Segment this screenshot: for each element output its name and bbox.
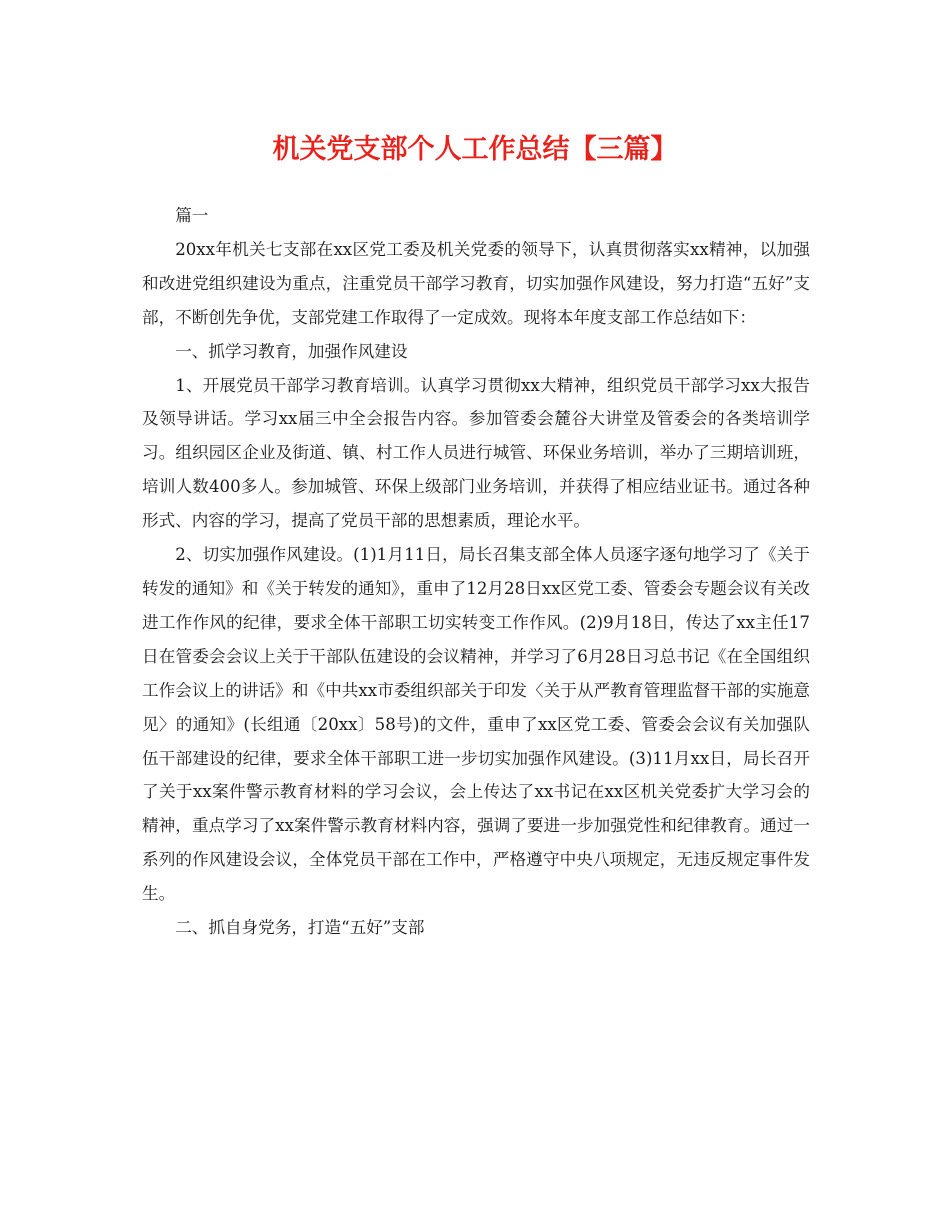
document-title: 机关党支部个人工作总结【三篇】 <box>272 134 678 165</box>
section-heading: 二、抓自身党务，打造“五好”支部 <box>175 918 425 938</box>
intro-paragraph: 20xx年机关七支部在xx区党工委及机关党委的领导下，认真贯彻落实xx精神，以加强和改进党组织建设为重点，注重党员干部学习教育，切实加强作风建设，努力打造“五好”支部，不断创先争优，支部党建工作取得了一定成效。现将本年度支部工作总结如下： <box>142 239 810 327</box>
document-body <box>142 199 810 945</box>
body-paragraph: 2、切实加强作风建设。(1)1月11日，局长召集支部全体人员逐字逐句地学习了《关于转发的通知》和《关于转发的通知》，重申了12月28日xx区党工委、管委会专题会议有关改进工作作风的纪律，要求全体干部职工切实转变工作作风。(2)9月18日，传达了xx主任17日在管委会会议上关于干部队伍建设的会议精神，并学习了6月28日习总书记《在全国组织工作会议上的讲话》和《中共xx市委组织部关于印发〈关于从严教育管理监督干部的实施意见〉的通知》(长组通〔20xx〕58号)的文件，重申了xx区党工委、管委会会议有关加强队伍干部建设的纪律，要求全体干部职工进一步切实加强作风建设。(3)11月xx日，局长召开了关于xx案件警示教育材料的学习会议，会上传达了xx书记在xx区机关党委扩大学习会的精神，重点学习了xx案件警示教育材料内容，强调了要进一步加强党性和纪律教育。通过一系列的作风建设会议，全体党员干部在工作中，严格遵守中央八项规定，无违反规定事件发生。 <box>142 545 810 904</box>
body-paragraph: 1、开展党员干部学习教育培训。认真学习贯彻xx大精神，组织党员干部学习xx大报告及领导讲话。学习xx届三中全会报告内容。参加管委会麓谷大讲堂及管委会的各类培训学习。组织园区企业及街道、镇、村工作人员进行城管、环保业务培训，举办了三期培训班，培训人数400多人。参加城管、环保上级部门业务培训，并获得了相应结业证书。通过各种形式、内容的学习，提高了党员干部的思想素质，理论水平。 <box>142 375 810 531</box>
section-heading: 一、抓学习教育，加强作风建设 <box>175 341 408 361</box>
section-label: 篇一 <box>175 206 209 225</box>
